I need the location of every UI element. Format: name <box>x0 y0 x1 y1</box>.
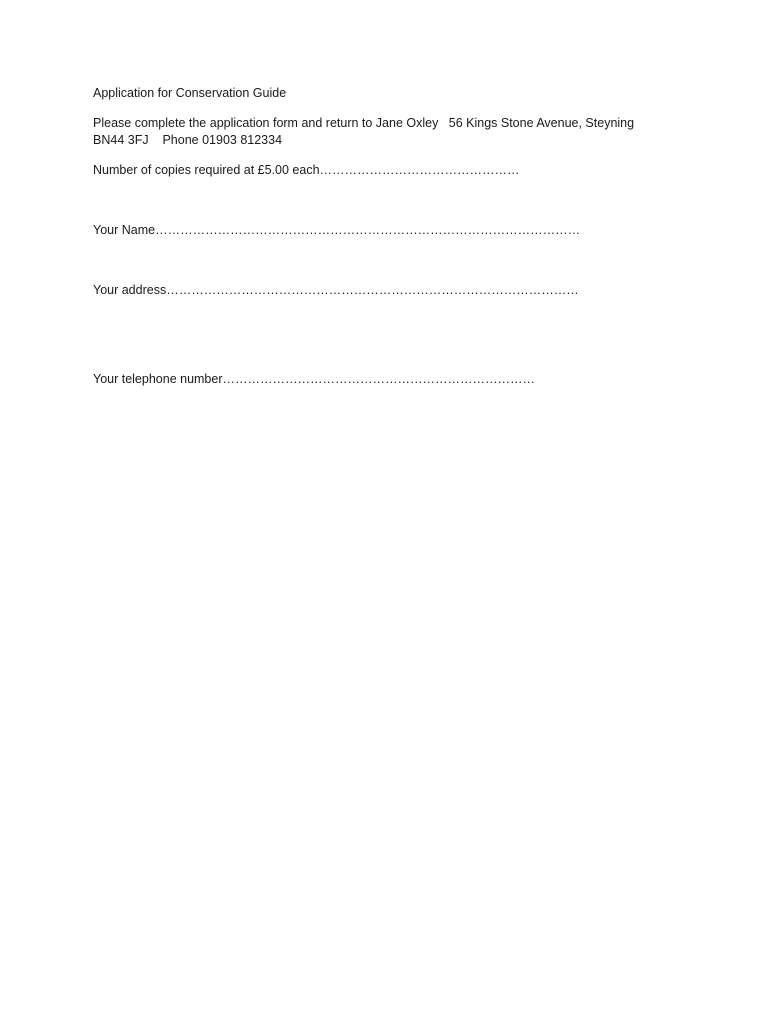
copies-field: Number of copies required at £5.00 each………………………………………… <box>93 163 520 177</box>
address-field: Your address……………………………………………………………………………………… <box>93 283 579 297</box>
document-title: Application for Conservation Guide <box>93 86 287 100</box>
instructions-line-1: Please complete the application form and return to Jane Oxley 56 Kings Stone Avenue, Steyning <box>93 116 635 130</box>
instructions-line-2: BN44 3FJ Phone 01903 812334 <box>93 133 283 147</box>
name-field: Your Name………………………………………………………………………………………… <box>93 223 581 237</box>
telephone-field: Your telephone number………………………………………………………………… <box>93 372 535 386</box>
